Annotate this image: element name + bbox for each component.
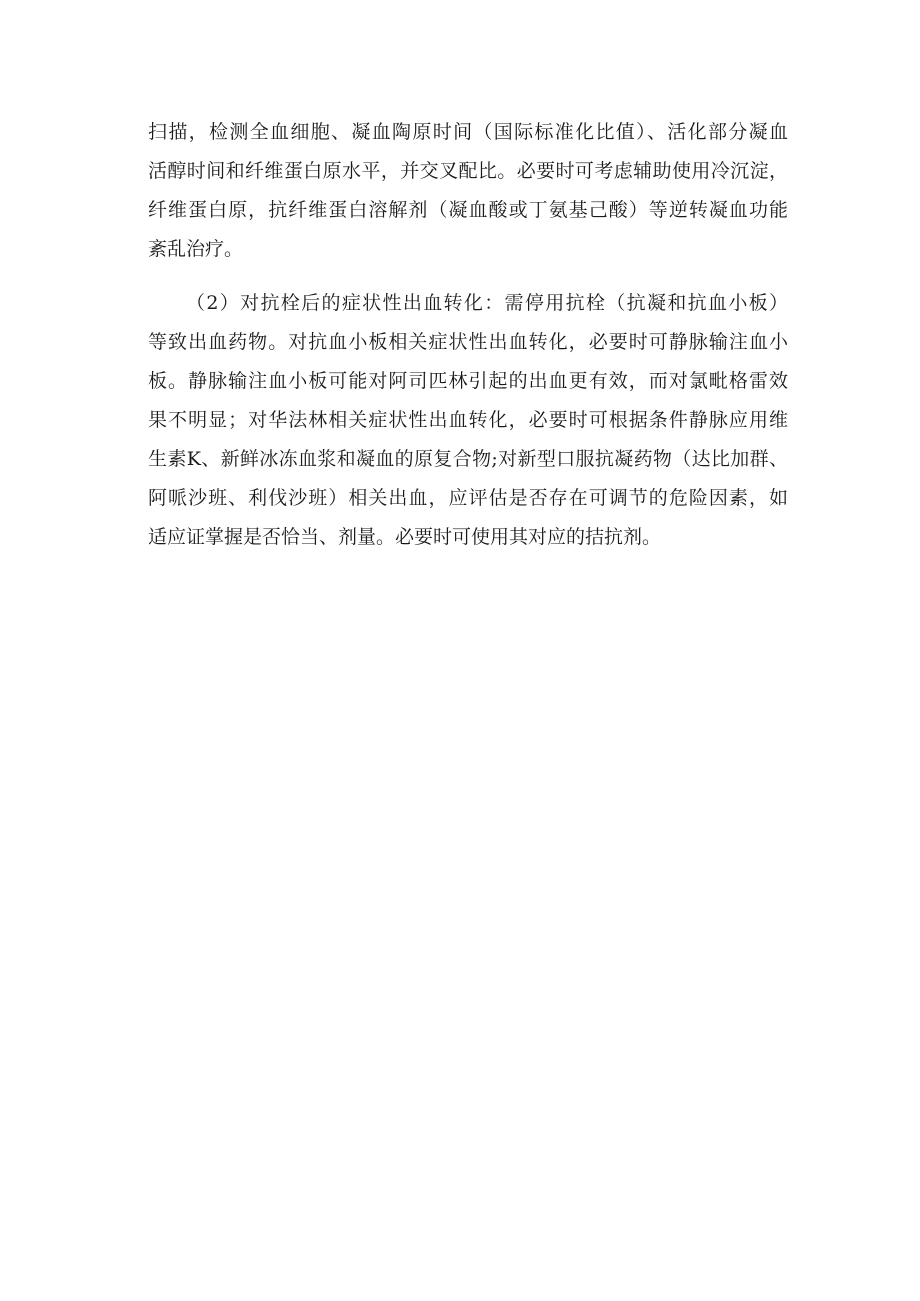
text-line: 阿哌沙班、利伐沙班）相关出血，应评估是否存在可调节的危险因素，如 [148, 487, 788, 509]
text-line: 扫描，检测全血细胞、凝血陶原时间（国际标准化比值）、活化部分凝血 [148, 121, 788, 143]
text-line: 活醇时间和纤维蛋白原水平，并交叉配比。必要时可考虑辅助使用冷沉淀， [148, 160, 788, 182]
text-line: 纤维蛋白原，抗纤维蛋白溶解剂（凝血酸或丁氨基己酸）等逆转凝血功能 [148, 199, 788, 221]
text-line: 等致出血药物。对抗血小板相关症状性出血转化，必要时可静脉输注血小 [148, 331, 788, 353]
text-line: 适应证掌握是否恰当、剂量。必要时可使用其对应的拮抗剂。 [148, 526, 662, 548]
paragraph-antithrombotic-hemorrhage [148, 284, 788, 557]
text-line: 紊乱治疗。 [148, 238, 244, 260]
text-line: 板。静脉输注血小板可能对阿司匹林引起的出血更有效，而对氯毗格雷效 [148, 370, 788, 392]
paragraph-coagulation-reversal [148, 113, 788, 269]
text-line: 果不明显；对华法林相关症状性出血转化，必要时可根据条件静脉应用维 [148, 409, 788, 431]
text-line: 生素K、新鲜冰冻血浆和凝血的原复合物;对新型口服抗凝药物（达比加群、 [148, 448, 788, 470]
text-line: （2）对抗栓后的症状性出血转化：需停用抗栓（抗凝和抗血小板） [186, 292, 788, 314]
